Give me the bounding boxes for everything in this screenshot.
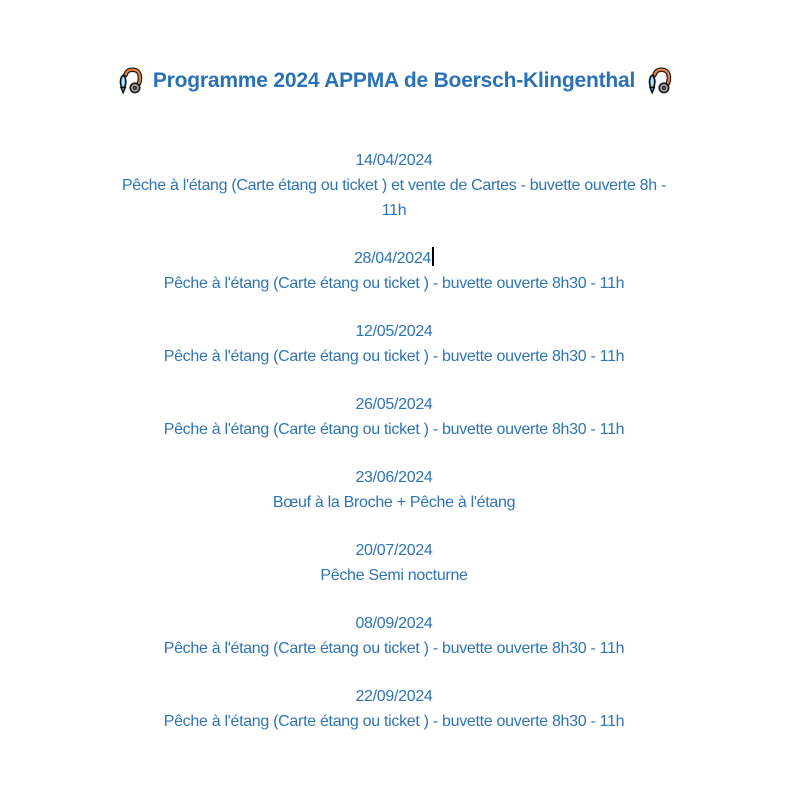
event-date-line[interactable] bbox=[0, 246, 788, 271]
event-date-text[interactable]: 28/04/2024 bbox=[353, 250, 432, 267]
text-cursor bbox=[432, 247, 434, 266]
event-date-line[interactable] bbox=[0, 684, 788, 709]
event-description-line[interactable]: Bœuf à la Broche + Pêche à l'étang bbox=[272, 494, 516, 511]
event-date-text[interactable]: 23/06/2024 bbox=[355, 469, 433, 486]
event-block bbox=[0, 684, 788, 734]
event-date-text[interactable]: 20/07/2024 bbox=[355, 542, 433, 559]
event-date-line[interactable] bbox=[0, 319, 788, 344]
event-description-line[interactable]: Pêche Semi nocturne bbox=[320, 567, 468, 584]
event-date-text[interactable]: 22/09/2024 bbox=[355, 688, 433, 705]
event-date-line[interactable] bbox=[0, 538, 788, 563]
event-block bbox=[0, 611, 788, 661]
event-block bbox=[0, 465, 788, 515]
event-date-text[interactable]: 14/04/2024 bbox=[355, 152, 433, 169]
event-block bbox=[0, 319, 788, 369]
event-description-line[interactable]: Pêche à l'étang (Carte étang ou ticket ) - buvette ouverte 8h30 - 11h bbox=[163, 348, 625, 365]
event-date-line[interactable] bbox=[0, 611, 788, 636]
schedule bbox=[0, 148, 788, 734]
fishing-pole-icon bbox=[115, 67, 144, 96]
event-date-text[interactable]: 08/09/2024 bbox=[355, 615, 433, 632]
event-date-text[interactable]: 12/05/2024 bbox=[355, 323, 433, 340]
event-date-line[interactable] bbox=[0, 465, 788, 490]
event-description-line[interactable]: Pêche à l'étang (Carte étang ou ticket ) - buvette ouverte 8h30 - 11h bbox=[163, 640, 625, 657]
event-block bbox=[0, 148, 788, 223]
event-description-line[interactable]: Pêche à l'étang (Carte étang ou ticket ) - buvette ouverte 8h30 - 11h bbox=[163, 713, 625, 730]
document-title bbox=[0, 0, 788, 96]
event-block bbox=[0, 246, 788, 296]
event-date-text[interactable]: 26/05/2024 bbox=[355, 396, 433, 413]
fishing-pole-icon bbox=[644, 67, 673, 96]
event-date-line[interactable] bbox=[0, 392, 788, 417]
event-block bbox=[0, 392, 788, 442]
page-title[interactable]: Programme 2024 APPMA de Boersch-Klingenthal bbox=[152, 69, 636, 92]
event-description-line[interactable]: Pêche à l'étang (Carte étang ou ticket ) - buvette ouverte 8h30 - 11h bbox=[163, 275, 625, 292]
event-description-line[interactable]: Pêche à l'étang (Carte étang ou ticket ) - buvette ouverte 8h30 - 11h bbox=[163, 421, 625, 438]
event-block bbox=[0, 538, 788, 588]
event-description-line[interactable]: 11h bbox=[381, 202, 407, 219]
event-description-line[interactable]: Pêche à l'étang (Carte étang ou ticket ) et vente de Cartes - buvette ouverte 8h - bbox=[121, 177, 667, 194]
event-date-line[interactable] bbox=[0, 148, 788, 173]
